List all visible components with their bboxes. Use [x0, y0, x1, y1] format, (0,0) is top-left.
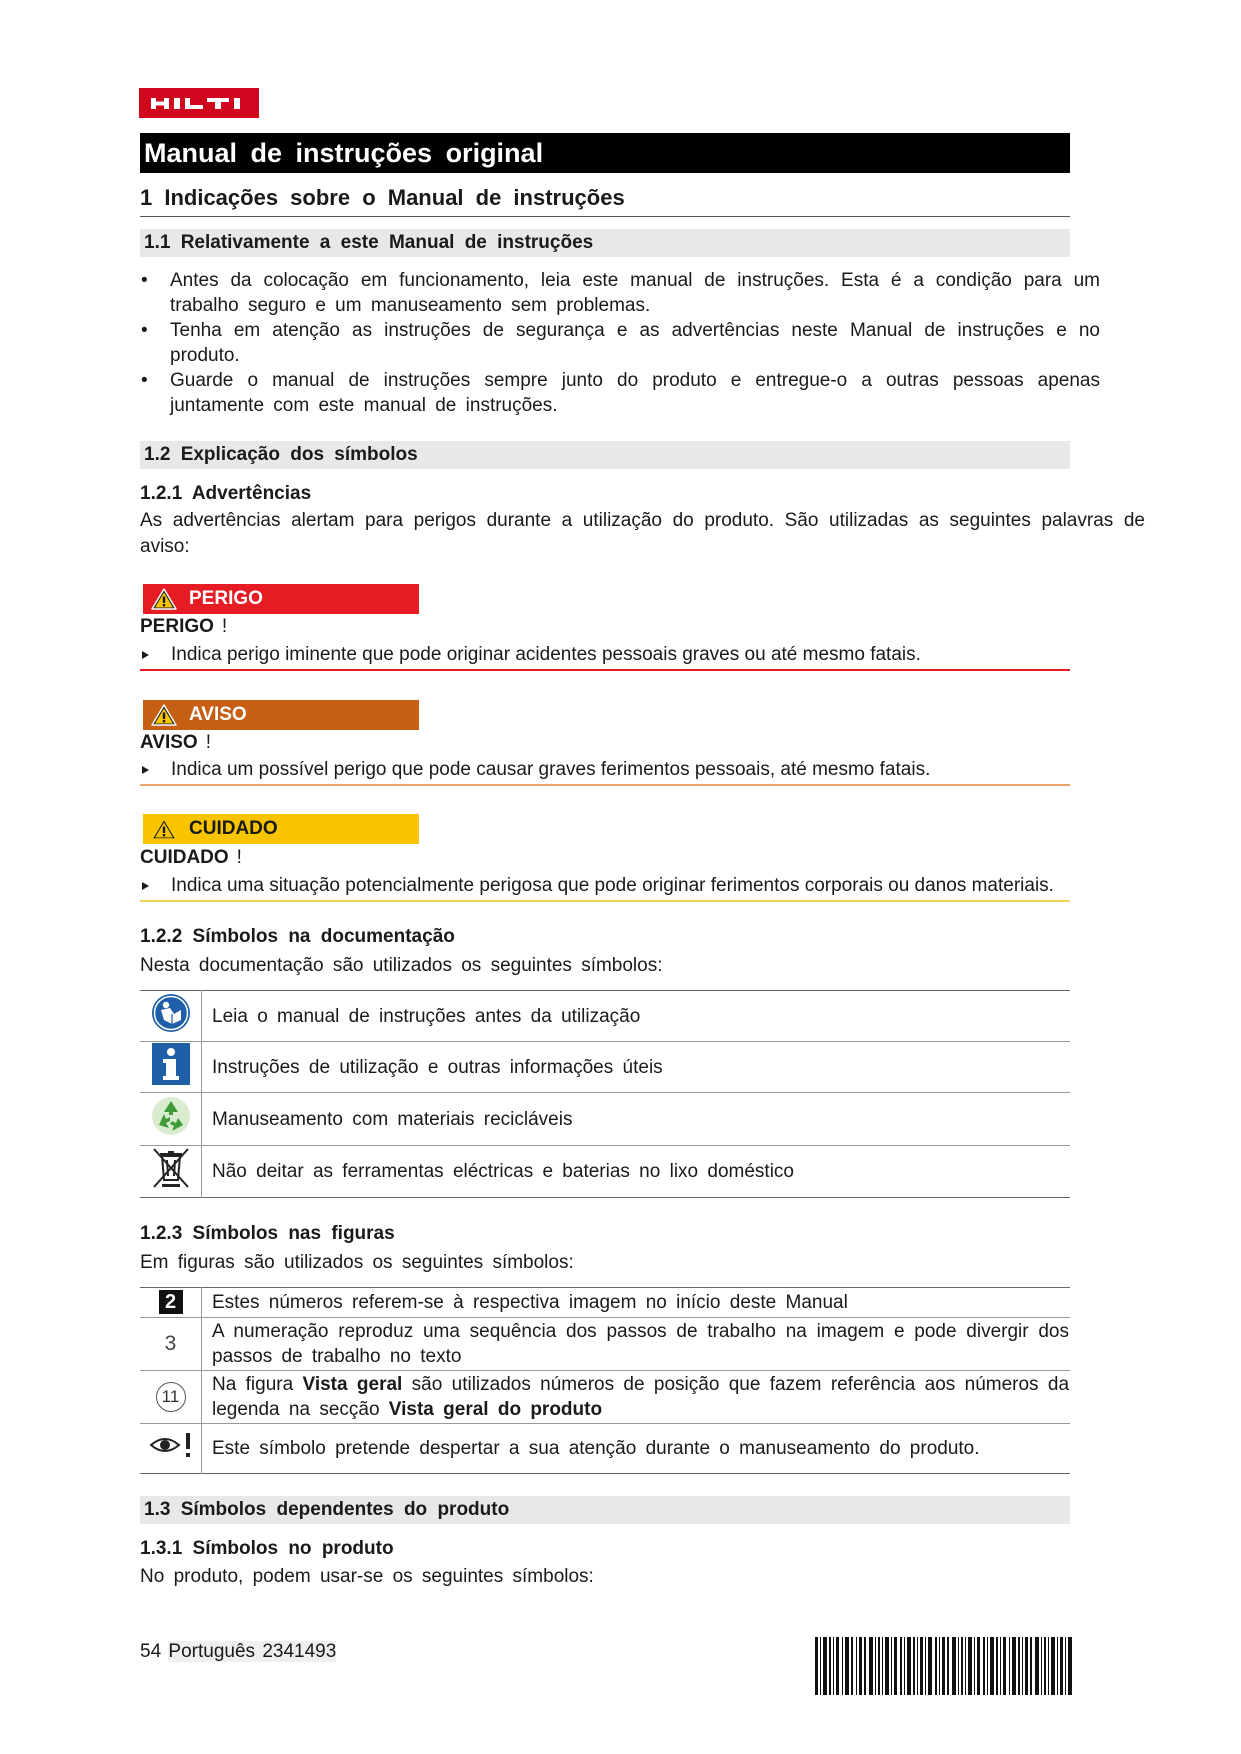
list-item: • Guarde o manual de instruções sempre junto do produto e entregue-o a outras pessoas apenas juntamente com este manual de instruções.: [140, 368, 1100, 418]
subsection-heading-1-2-2: 1.2.2 Símbolos na documentação: [140, 926, 455, 947]
symbol-description: Não deitar as ferramentas eléctricas e baterias no lixo doméstico: [212, 1161, 794, 1182]
subsection-heading-1-3-1: 1.3.1 Símbolos no produto: [140, 1538, 394, 1559]
read-manual-icon: [150, 992, 192, 1034]
arrow-marker-icon: [142, 766, 149, 774]
barcode: [815, 1637, 1072, 1695]
symbol-description: Leia o manual de instruções antes da utilização: [212, 1005, 641, 1027]
footer-language: Português 2341493: [168, 1641, 337, 1662]
page-number: 54: [140, 1641, 162, 1662]
figure-symbols-intro: Em figuras são utilizados os seguintes símbolos:: [140, 1252, 574, 1273]
warning-triangle-icon: [151, 588, 177, 610]
signal-word: CUIDADO !: [140, 847, 242, 868]
warnings-intro: As advertências alertam para perigos durante a utilização do produto. São utilizadas as seguintes palavras de aviso:: [140, 510, 1145, 557]
table-row: [140, 1288, 1070, 1318]
warning-triangle-icon: [151, 704, 177, 726]
page-title: Manual de instruções original: [140, 133, 1070, 173]
signal-label: AVISO: [189, 704, 247, 725]
symbol-description: Instruções de utilização e outras informações úteis: [212, 1056, 663, 1078]
info-icon: [152, 1043, 190, 1085]
table-row: [140, 1146, 1070, 1198]
signal-label: CUIDADO: [189, 818, 278, 839]
figure-symbols-table: [140, 1287, 1070, 1474]
position-number-icon: 11: [156, 1382, 186, 1412]
step-number-icon: 3: [164, 1332, 177, 1355]
arrow-marker-icon: [142, 651, 149, 659]
divider: [140, 784, 1070, 786]
hilti-logo: [139, 88, 259, 118]
section-heading-1-1: 1.1 Relativamente a este Manual de instruções: [140, 229, 1070, 257]
documentation-symbols-intro: Nesta documentação são utilizados os seguintes símbolos:: [140, 955, 663, 976]
subsection-heading-1-2-1: 1.2.1 Advertências: [140, 483, 312, 504]
signal-description: Indica um possível perigo que pode causar graves ferimentos pessoais, até mesmo fatais.: [140, 757, 1070, 783]
section-heading-1-3: 1.3 Símbolos dependentes do produto: [140, 1496, 1070, 1524]
divider: [140, 900, 1070, 902]
symbol-description: Manuseamento com materiais recicláveis: [212, 1108, 573, 1130]
symbol-description: Na figura Vista geral são utilizados números de posição que fazem referência aos números da legenda na secção Vista geral do produto: [212, 1374, 1070, 1420]
symbol-description: A numeração reproduz uma sequência dos passos de trabalho na imagem e pode divergir dos passos de trabalho no texto: [212, 1321, 1069, 1367]
signal-badge-cuidado: [143, 814, 419, 844]
signal-label: PERIGO: [189, 588, 263, 609]
section-heading-1-2: 1.2 Explicação dos símbolos: [140, 441, 1070, 469]
product-symbols-intro: No produto, podem usar-se os seguintes símbolos:: [140, 1566, 594, 1587]
section-heading-1: 1 Indicações sobre o Manual de instruções: [140, 184, 1070, 217]
table-row: [140, 1093, 1070, 1146]
recycle-icon: [150, 1095, 192, 1137]
signal-word: AVISO !: [140, 732, 211, 753]
table-row: [140, 1371, 1070, 1424]
list-item: • Antes da colocação em funcionamento, leia este manual de instruções. Esta é a condição para um trabalho seguro e um manuseamento sem problemas.: [140, 268, 1100, 318]
table-row: [140, 1042, 1070, 1093]
symbol-description: Estes números referem-se à respectiva imagem no início deste Manual: [212, 1292, 848, 1313]
signal-badge-aviso: [143, 700, 419, 730]
signal-word: PERIGO !: [140, 616, 228, 637]
list-item: • Tenha em atenção as instruções de segurança e as advertências neste Manual de instruções e no produto.: [140, 318, 1100, 368]
arrow-marker-icon: [142, 882, 149, 890]
warning-triangle-icon: [151, 818, 177, 840]
page-footer: [140, 1640, 336, 1664]
attention-eye-icon: [148, 1430, 194, 1460]
signal-description: Indica uma situação potencialmente perigosa que pode originar ferimentos corporais ou danos materiais.: [140, 873, 1070, 899]
table-row: [140, 1424, 1070, 1474]
documentation-symbols-table: [140, 990, 1070, 1198]
signal-badge-perigo: [143, 584, 419, 614]
table-row: [140, 991, 1070, 1042]
divider: [140, 669, 1070, 671]
crossed-bin-icon: [151, 1146, 191, 1190]
bullet-list: [140, 268, 1100, 418]
figure-number-icon: 2: [159, 1290, 183, 1314]
subsection-heading-1-2-3: 1.2.3 Símbolos nas figuras: [140, 1223, 395, 1244]
table-row: [140, 1318, 1070, 1371]
signal-description: Indica perigo iminente que pode originar acidentes pessoais graves ou até mesmo fatais.: [140, 642, 1070, 668]
symbol-description: Este símbolo pretende despertar a sua atenção durante o manuseamento do produto.: [212, 1438, 980, 1459]
